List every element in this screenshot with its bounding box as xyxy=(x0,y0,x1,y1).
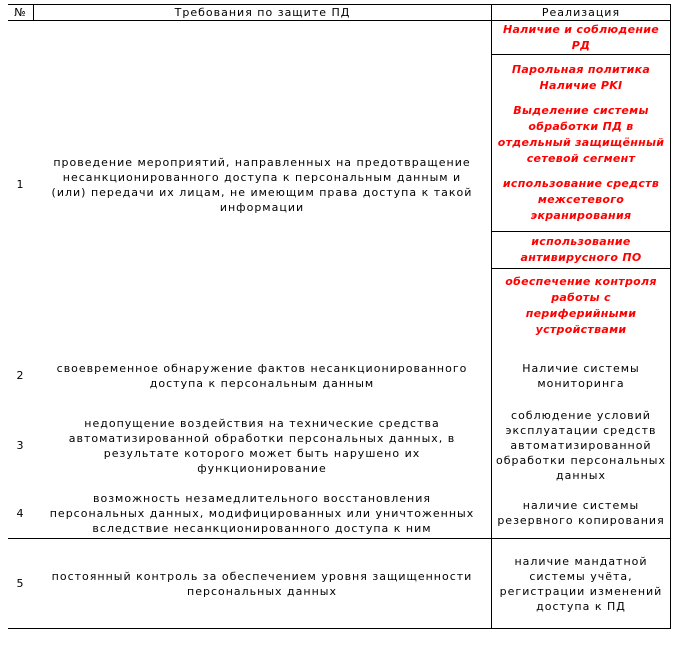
row-number xyxy=(8,403,33,488)
header-number-label: № xyxy=(14,6,27,19)
requirement-text xyxy=(33,21,491,348)
impl-2-text: Наличие системы мониторинга xyxy=(522,361,640,390)
requirement-4-text: возможность незамедлительного восстановления персональных данных, модифицированных или уничтоженных вследствие несанкционированного доступа к ним xyxy=(49,491,475,535)
header-requirements-label: Требования по защите ПД xyxy=(174,6,351,19)
implementation-cell xyxy=(491,488,670,539)
implementation-cell xyxy=(491,403,670,488)
requirements-table xyxy=(8,4,671,629)
impl-5-text: наличие мандатной системы учёта, регистрации изменений доступа к ПД xyxy=(499,554,663,613)
header-cell-implementation xyxy=(491,5,670,21)
implementation-cell xyxy=(491,232,670,269)
row-number xyxy=(8,348,33,403)
implementation-cell xyxy=(491,55,670,232)
impl-4-text: наличие системы резервного копирования xyxy=(497,499,665,527)
requirement-3-text: недопущение воздействия на технические средства автоматизированной обработки персональных данных, в результате которого может быть нарушено их функционирование xyxy=(68,416,456,475)
row-2-number: 2 xyxy=(16,369,25,382)
header-cell-requirements xyxy=(33,5,491,21)
impl-1b-paragraph-1: Парольная политика xyxy=(511,63,651,76)
requirement-text xyxy=(33,348,491,403)
impl-1a-text: Наличие и соблюдение РД xyxy=(502,22,660,52)
implementation-cell xyxy=(491,348,670,403)
requirement-text xyxy=(33,539,491,628)
requirement-text xyxy=(33,403,491,488)
impl-3-text: соблюдение условий эксплуатации средств автоматизированной обработки персональных данных xyxy=(496,409,667,482)
impl-1b-paragraph-3: Выделение системы обработки ПД в отдельный защищённый сетевой сегмент xyxy=(497,104,665,165)
row-number xyxy=(8,488,33,539)
row-5-number: 5 xyxy=(16,577,25,590)
impl-1b-paragraph-2: Наличие PKI xyxy=(539,79,623,92)
row-1-number: 1 xyxy=(16,178,25,191)
row-4-number: 4 xyxy=(16,506,25,520)
requirement-text xyxy=(33,488,491,539)
requirement-5-text: постоянный контроль за обеспечением уровня защищенности персональных данных xyxy=(51,569,473,598)
requirement-2-text: своевременное обнаружение фактов несанкционированного доступа к персональным данным xyxy=(56,361,468,390)
impl-1d-text: обеспечение контроля работы с периферийными устройствами xyxy=(505,275,657,336)
header-cell-number xyxy=(8,5,33,21)
row-3-number: 3 xyxy=(16,439,25,452)
impl-1b-paragraph-4: использование средств межсетевого экранирования xyxy=(502,177,660,222)
row-number xyxy=(8,539,33,628)
header-implementation-label: Реализация xyxy=(541,6,621,19)
impl-1c-text: использование антивирусного ПО xyxy=(520,235,642,264)
implementation-cell xyxy=(491,539,670,628)
requirement-1-text: проведение мероприятий, направленных на предотвращение несанкционированного доступа к персональным данным и (или) передачи их лицам, не имеющим права доступа к такой информации xyxy=(51,155,473,214)
implementation-cell xyxy=(491,269,670,348)
row-number xyxy=(8,21,33,348)
implementation-cell xyxy=(491,21,670,55)
